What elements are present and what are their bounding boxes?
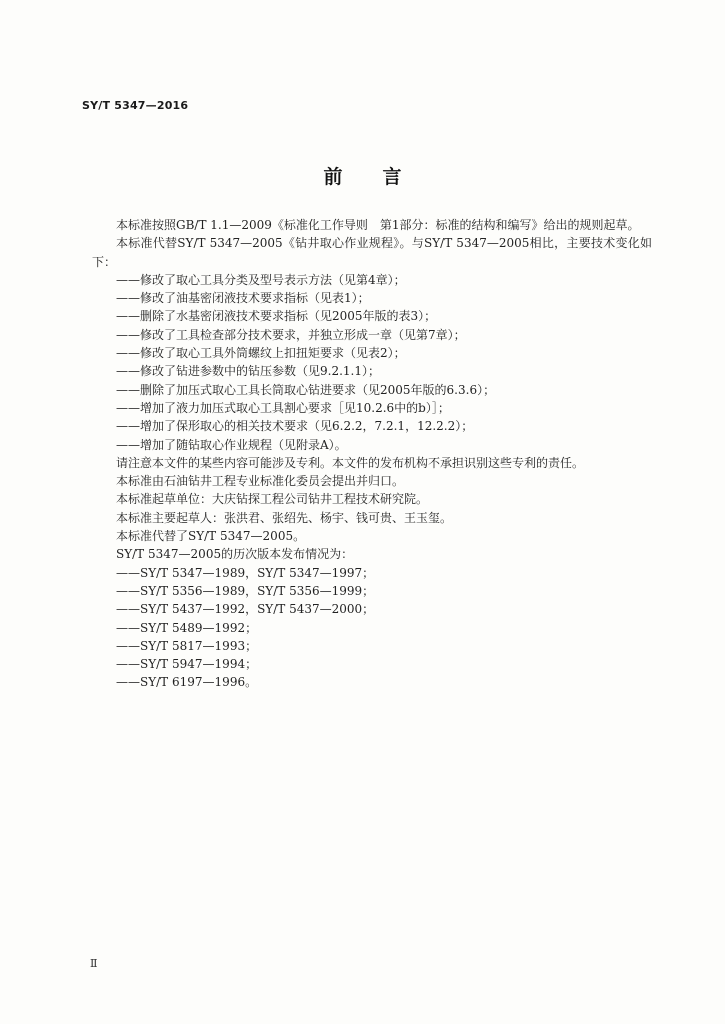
list-item: ——SY/T 5437—1992，SY/T 5437—2000； [116, 602, 375, 617]
standard-code-header: SY/T 5347—2016 [82, 99, 189, 112]
list-item: ——增加了保形取心的相关技术要求（见6.2.2，7.2.1，12.2.2）； [116, 419, 474, 434]
list-item: ——增加了液力加压式取心工具割心要求［见10.2.6中的b）］； [116, 400, 450, 415]
paragraph-replacement: 本标准代替SY/T 5347—2005《钻井取心作业规程》。与SY/T 5347—2005相比，主要技术变化如下： [92, 236, 652, 269]
list-item: ——修改了取心工具外筒螺纹上扣扭矩要求（见表2）； [116, 346, 406, 361]
drafting-unit: 本标准起草单位：大庆钻探工程公司钻井工程技术研究院。 [116, 492, 429, 507]
list-item: ——修改了工具检查部分技术要求，并独立形成一章（见第7章）； [116, 327, 466, 342]
list-item: ——修改了钻进参数中的钻压参数（见9.2.1.1）； [116, 364, 380, 379]
list-item: ——SY/T 6197—1996。 [116, 675, 258, 690]
changes-list [92, 271, 652, 454]
patent-notice: 请注意本文件的某些内容可能涉及专利。本文件的发布机构不承担识别这些专利的责任。 [116, 455, 585, 470]
proposer-statement: 本标准由石油钻井工程专业标准化委员会提出并归口。 [116, 474, 405, 489]
list-item: ——增加了随钻取心作业规程（见附录A）。 [116, 437, 347, 452]
paragraph-drafting-rules: 本标准按照GB/T 1.1—2009《标准化工作导则 第1部分：标准的结构和编写》给出的规则起草。 [116, 218, 640, 232]
title-char-2: 言 [382, 166, 402, 188]
page-number: Ⅱ [90, 957, 98, 970]
title-char-1: 前 [323, 166, 343, 188]
list-item: ——SY/T 5347—1989，SY/T 5347—1997； [116, 565, 375, 580]
list-item: ——删除了水基密闭液技术要求指标（见2005年版的表3）； [116, 309, 437, 324]
history-intro: SY/T 5347—2005的历次版本发布情况为： [116, 547, 354, 562]
drafters: 本标准主要起草人：张洪君、张绍先、杨宇、钱可贵、王玉玺。 [116, 510, 453, 525]
list-item: ——删除了加压式取心工具长筒取心钻进要求（见2005年版的6.3.6）； [116, 382, 496, 397]
foreword-body [92, 216, 652, 692]
history-list [92, 564, 652, 692]
list-item: ——SY/T 5817—1993； [116, 638, 258, 653]
list-item: ——修改了油基密闭液技术要求指标（见表1）； [116, 291, 370, 306]
list-item: ——SY/T 5356—1989，SY/T 5356—1999； [116, 583, 375, 598]
replaced-standard: 本标准代替了SY/T 5347—2005。 [116, 529, 306, 544]
list-item: ——SY/T 5489—1992； [116, 620, 258, 635]
list-item: ——SY/T 5947—1994； [116, 657, 258, 672]
page-title [0, 162, 725, 189]
list-item: ——修改了取心工具分类及型号表示方法（见第4章）； [116, 272, 406, 287]
